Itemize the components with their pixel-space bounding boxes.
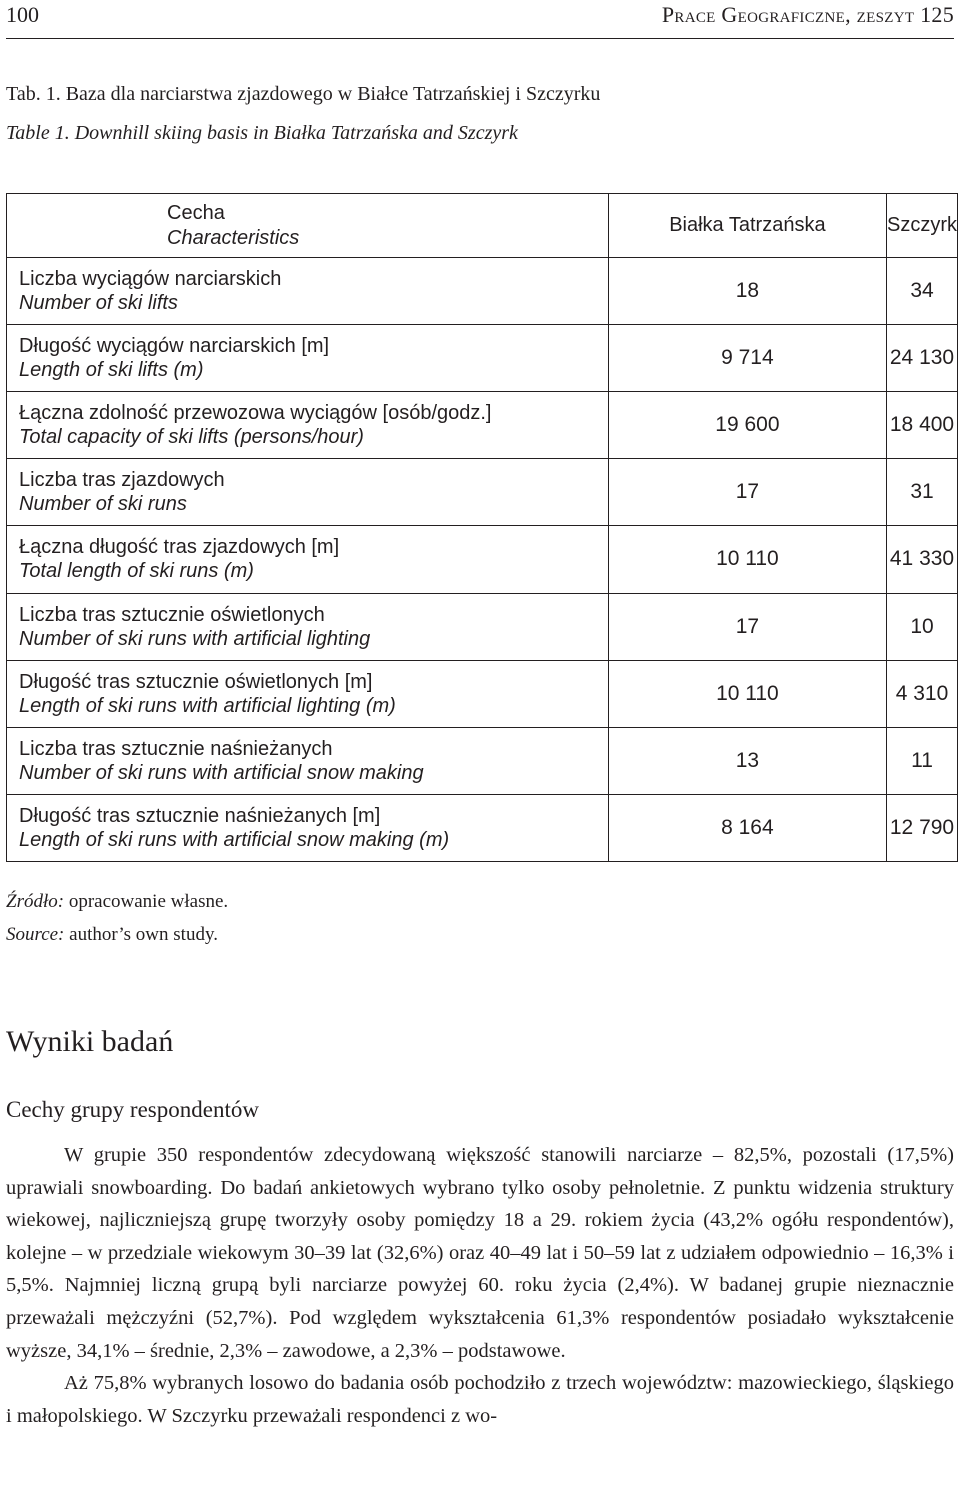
- table-row: [7, 325, 958, 392]
- cell-szczyrk: 31: [887, 459, 958, 526]
- source-label-pl: Źródło:: [6, 891, 65, 912]
- table-row: [7, 794, 958, 861]
- table-caption-polish: Tab. 1. Baza dla narciarstwa zjazdowego w Białce Tatrzańskiej i Szczyrku: [6, 83, 601, 105]
- row-label: [7, 593, 609, 660]
- source-text-pl: opracowanie własne.: [64, 891, 229, 912]
- row-label-pl: Liczba tras sztucznie naśnieżanych: [19, 737, 333, 760]
- cell-szczyrk: 18 400: [887, 392, 958, 459]
- row-label-pl: Liczba tras sztucznie oświetlonych: [19, 603, 325, 626]
- header-characteristic-pl: Cecha: [167, 201, 225, 224]
- row-label-en: Length of ski runs with artificial snow making (m): [19, 828, 450, 851]
- subsection-title: Cechy grupy respondentów: [6, 1097, 259, 1122]
- header-bialka: Białka Tatrzańska: [608, 194, 886, 258]
- section-title: Wyniki badań: [6, 1025, 174, 1058]
- row-label-en: Number of ski lifts: [19, 292, 178, 315]
- cell-szczyrk: 4 310: [887, 660, 958, 727]
- page-header: [6, 0, 954, 39]
- source-note-polish: [6, 891, 228, 913]
- paragraph: W grupie 350 respondentów zdecydowaną większość stanowili narciarze – 82,5%, pozostali (17,5%) uprawiali snowboarding. Do badań ankietowych wybrano tylko osoby pełnoletnie. Z punktu widzenia struktury wiekowej, najliczniejszą grupę tworzyły osoby pomiędzy 18 a 29. rokiem życia (43,2% ogółu respondentów), kolejne – w przedziale wiekowym 30–39 lat (32,6%) oraz 40–49 lat i 50–59 lat z udziałem odpowiednio – 16,3% i 5,5%. Najmniej liczną grupą byli narciarze powyżej 60. roku życia (2,4%). W badanej grupie nieznacznie przeważali mężczyźni (52,7%). Pod względem wykształcenia 61,3% respondentów posiadało wykształcenie wyższe, 34,1% – średnie, 2,3% – zawodowe, a 2,3% – podstawowe.: [6, 1144, 954, 1362]
- cell-bialka: 13: [608, 727, 886, 794]
- table-row: [7, 727, 958, 794]
- row-label-en: Number of ski runs with artificial snow making: [19, 761, 424, 784]
- table-row: [7, 660, 958, 727]
- cell-szczyrk: 41 330: [887, 526, 958, 593]
- cell-szczyrk: 11: [887, 727, 958, 794]
- row-label: [7, 325, 609, 392]
- table-caption-english: Table 1. Downhill skiing basis in Białka Tatrzańska and Szczyrk: [6, 122, 518, 144]
- cell-bialka: 18: [608, 258, 886, 325]
- row-label-pl: Liczba tras zjazdowych: [19, 469, 225, 492]
- row-label: [7, 459, 609, 526]
- row-label-en: Length of ski runs with artificial lighting (m): [19, 694, 396, 717]
- header-szczyrk: Szczyrk: [887, 194, 958, 258]
- table-header-row: [7, 194, 958, 258]
- cell-szczyrk: 24 130: [887, 325, 958, 392]
- row-label-en: Length of ski lifts (m): [19, 359, 204, 382]
- cell-szczyrk: 34: [887, 258, 958, 325]
- row-label-en: Total length of ski runs (m): [19, 560, 254, 583]
- row-label: [7, 727, 609, 794]
- page-number: 100: [6, 2, 39, 27]
- cell-bialka: 17: [608, 593, 886, 660]
- ski-basis-table: [6, 193, 958, 862]
- row-label-pl: Łączna zdolność przewozowa wyciągów [osób/godz.]: [19, 402, 492, 425]
- row-label: [7, 526, 609, 593]
- cell-bialka: 10 110: [608, 526, 886, 593]
- source-text-en: author’s own study.: [64, 924, 218, 945]
- row-label: [7, 794, 609, 861]
- table-row: [7, 392, 958, 459]
- row-label: [7, 392, 609, 459]
- cell-bialka: 9 714: [608, 325, 886, 392]
- source-label-en: Source:: [6, 924, 65, 945]
- table-row: [7, 459, 958, 526]
- paragraph: Aż 75,8% wybranych losowo do badania osób pochodziło z trzech województw: mazowieckiego, śląskiego i małopolskiego. W Szczyrku przeważali respondenci z wo-: [6, 1372, 954, 1427]
- cell-szczyrk: 12 790: [887, 794, 958, 861]
- cell-bialka: 10 110: [608, 660, 886, 727]
- cell-bialka: 8 164: [608, 794, 886, 861]
- row-label-pl: Liczba wyciągów narciarskich: [19, 268, 282, 291]
- header-characteristic: [7, 194, 609, 258]
- cell-szczyrk: 10: [887, 593, 958, 660]
- row-label-en: Number of ski runs with artificial lighting: [19, 627, 371, 650]
- table-row: [7, 593, 958, 660]
- cell-bialka: 17: [608, 459, 886, 526]
- row-label: [7, 660, 609, 727]
- journal-title: Prace Geograficzne, zeszyt 125: [661, 2, 954, 27]
- table-row: [7, 258, 958, 325]
- source-note-english: [6, 924, 218, 946]
- cell-bialka: 19 600: [608, 392, 886, 459]
- row-label: [7, 258, 609, 325]
- table-row: [7, 526, 958, 593]
- header-characteristic-en: Characteristics: [167, 226, 300, 249]
- row-label-en: Number of ski runs: [19, 493, 187, 516]
- row-label-pl: Łączna długość tras zjazdowych [m]: [19, 536, 340, 559]
- row-label-pl: Długość wyciągów narciarskich [m]: [19, 335, 330, 358]
- row-label-en: Total capacity of ski lifts (persons/hour): [19, 426, 364, 449]
- row-label-pl: Długość tras sztucznie oświetlonych [m]: [19, 670, 373, 693]
- body-text: [6, 1139, 954, 1432]
- row-label-pl: Długość tras sztucznie naśnieżanych [m]: [19, 804, 381, 827]
